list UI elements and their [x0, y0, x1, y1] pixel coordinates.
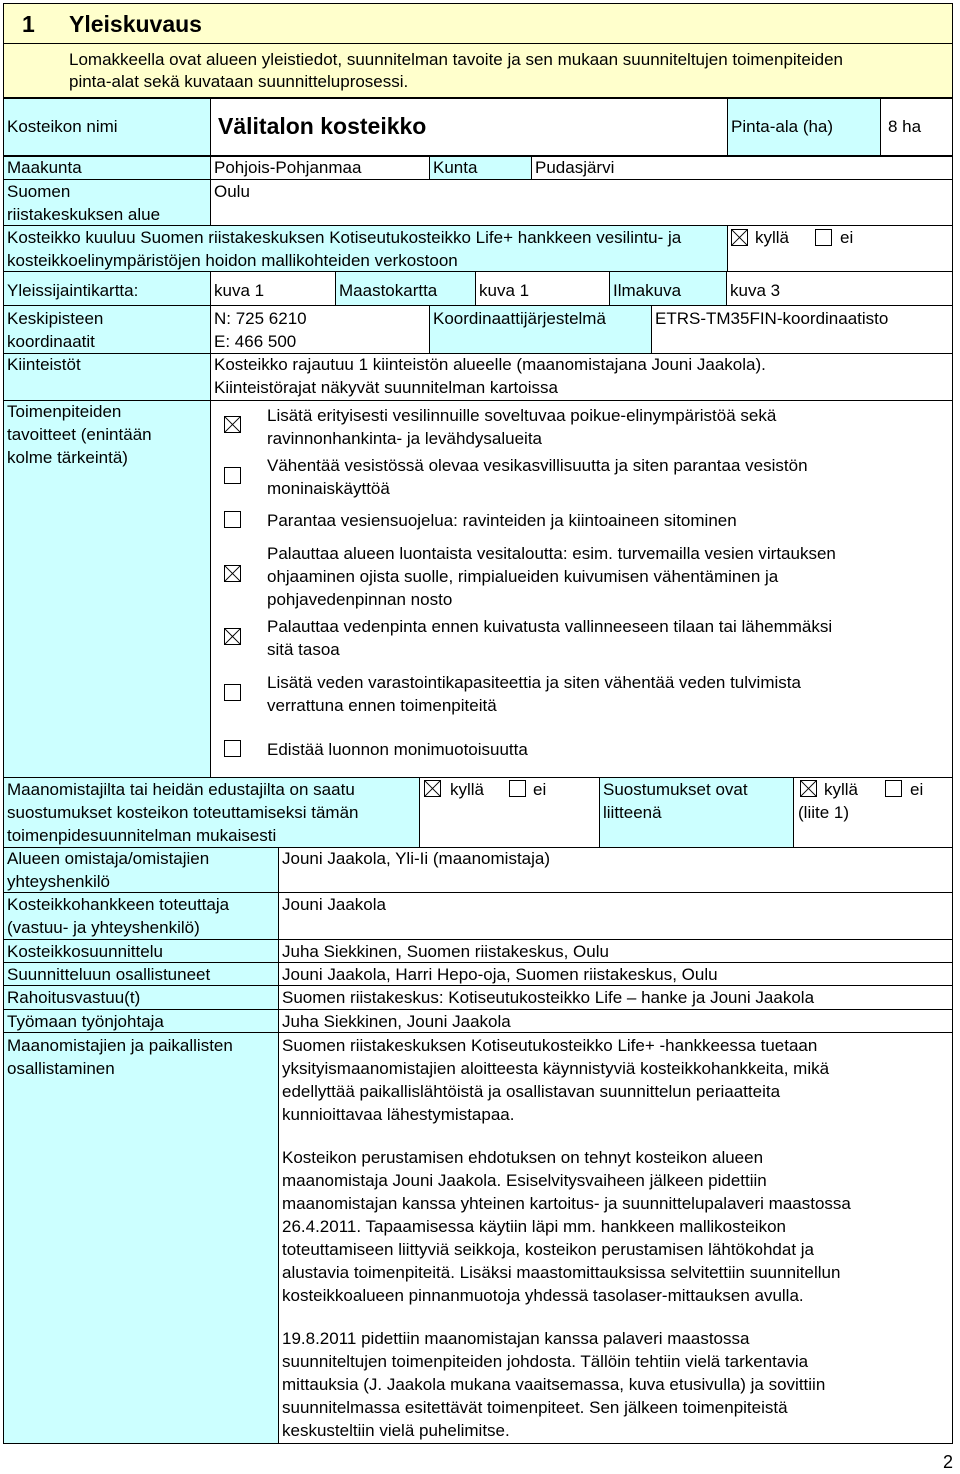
goal-checkbox[interactable] — [224, 416, 241, 433]
people-value: Jouni Jaakola, Harri Hepo-oja, Suomen riistakeskus, Oulu — [282, 965, 718, 984]
people-value: Suomen riistakeskus: Kotiseutukosteikko Life – hanke ja Jouni Jaakola — [282, 988, 815, 1007]
area-value: 8 ha — [888, 117, 922, 136]
aerial-value: kuva 3 — [730, 281, 781, 300]
participation-label: Maanomistajien ja paikallisten osallistaminen — [7, 1036, 233, 1078]
goal-text: Edistää luonnon monimuotoisuutta — [267, 740, 528, 759]
people-value: Jouni Jaakola, Yli-Ii (maanomistaja) — [282, 849, 551, 868]
goal-text: Palauttaa vedenpinta ennen kuivatusta vallinneeseen tilaan tai lähemmäksi sitä tasoa — [267, 617, 833, 659]
network-no-checkbox[interactable] — [815, 229, 832, 246]
people-label: Kosteikkohankkeen toteuttaja (vastuu- ja yhteyshenkilö) — [7, 895, 230, 937]
people-label: Alueen omistaja/omistajien yhteyshenkilö — [7, 849, 210, 891]
game-center-label: Suomen riistakeskuksen alue — [7, 182, 161, 224]
goal-checkbox[interactable] — [224, 467, 241, 484]
goal-text: Vähentää vesistössä olevaa vesikasvillisuutta ja siten parantaa vesistön moninaiskäyttöä — [267, 456, 808, 498]
property-label: Kiinteistöt — [7, 355, 81, 374]
terrain-map-value: kuva 1 — [479, 281, 530, 300]
people-label: Työmaan työnjohtaja — [7, 1012, 164, 1031]
people-value: Jouni Jaakola — [282, 895, 386, 914]
consent-label: Maanomistajilta tai heidän edustajilta on saatu suostumukset kosteikon toteuttamiseksi tämän toimenpidesuunnitelman mukaisesti — [7, 780, 359, 845]
crs-label: Koordinaattijärjestelmä — [433, 309, 606, 328]
consent-no-checkbox[interactable] — [509, 780, 526, 797]
section-number: 1 — [22, 11, 35, 37]
crs-value: ETRS-TM35FIN-koordinaatisto — [655, 309, 889, 328]
consent-yes-label: kyllä — [450, 780, 485, 799]
region-value: Pohjois-Pohjanmaa — [214, 158, 362, 177]
coords-value: N: 725 6210 E: 466 500 — [214, 309, 307, 351]
attached-note: (liite 1) — [798, 803, 850, 822]
municipality-value: Pudasjärvi — [535, 158, 615, 177]
attached-no-label: ei — [910, 780, 924, 799]
aerial-label: Ilmakuva — [613, 281, 682, 300]
goal-text: Lisätä veden varastointikapasiteettia ja siten vähentää veden tulvimista verrattuna ennen toimenpiteitä — [267, 673, 801, 715]
area-label: Pinta-ala (ha) — [731, 117, 834, 136]
attached-label: Suostumukset ovat liitteenä — [603, 780, 748, 822]
property-value: Kosteikko rajautuu 1 kiinteistön alueelle (maanomistajana Jouni Jaakola). Kiinteistörajat näkyvät suunnitelman kartoissa — [214, 355, 766, 397]
site-name: Välitalon kosteikko — [218, 113, 427, 139]
participation-paragraph: Suomen riistakeskuksen Kotiseutukosteikko Life+ -hankkeessa tuetaan yksityismaanomistajien aloitteesta käynnistyviä kosteikkohankkeita, mikä edellyttää paikallislähtöistä ja osallistavan suunnittelun periaatteita kunnioittavaa lähestymistapaa. — [282, 1036, 830, 1124]
consent-no-label: ei — [533, 780, 547, 799]
municipality-label: Kunta — [433, 158, 478, 177]
participation-paragraph: Kosteikon perustamisen ehdotuksen on tehnyt kosteikon alueen maanomistaja Jouni Jaakola. Esiselvitysvaiheen jälkeen pidettiin maanomistajan kanssa yhteinen kartoitus- ja suunnittelupalaveri maastossa 26.4.2011. Tapaamisessa käytiin läpi mm. hankkeen mallikosteikon toteuttamiseen liittyviä seikkoja, kosteikon perustamisen lähtökohdat ja alustavia toimenpiteitä. Lisäksi maastomittauksissa selvitettiin suunnitellun kosteikkoalueen pinnanmuotoja yhdessä tasolaser-mittauksen avulla. — [282, 1148, 851, 1305]
page-number: 2 — [943, 1452, 954, 1472]
goal-text: Palauttaa alueen luontaista vesitaloutta: esim. turvemailla vesien virtauksen ohjaaminen ojista suolle, rimpialueiden kuivumisen vähentäminen ja pohjavedenpinnan nosto — [267, 544, 836, 609]
coords-label: Keskipisteen koordinaatit — [7, 309, 104, 351]
site-name-label: Kosteikon nimi — [7, 117, 118, 136]
overview-map-value: kuva 1 — [214, 281, 265, 300]
goal-text: Lisätä erityisesti vesilinnuille soveltuvaa poikue-elinympäristöä sekä ravinnonhankinta- ja levähdysalueita — [267, 406, 777, 448]
overview-map-label: Yleissijaintikartta: — [7, 281, 139, 300]
attached-yes-label: kyllä — [824, 780, 859, 799]
goal-checkbox[interactable] — [224, 565, 241, 582]
network-yes-label: kyllä — [755, 228, 790, 247]
people-value: Juha Siekkinen, Jouni Jaakola — [282, 1012, 511, 1031]
goals-label: Toimenpiteiden tavoitteet (enintään kolme tärkeintä) — [7, 402, 152, 467]
goal-text: Parantaa vesiensuojelua: ravinteiden ja kiintoaineen sitominen — [267, 511, 737, 530]
attached-yes-checkbox[interactable] — [800, 780, 817, 797]
goal-checkbox[interactable] — [224, 740, 241, 757]
goal-checkbox[interactable] — [224, 684, 241, 701]
network-label: Kosteikko kuuluu Suomen riistakeskuksen Kotiseutukosteikko Life+ hankkeen vesilintu- ja kosteikkoelinympäristöjen hoidon mallikohteiden verkostoon — [7, 228, 682, 270]
terrain-map-label: Maastokartta — [339, 281, 438, 300]
people-label: Suunnitteluun osallistuneet — [7, 965, 211, 984]
people-value: Juha Siekkinen, Suomen riistakeskus, Oulu — [282, 942, 609, 961]
people-label: Kosteikkosuunnittelu — [7, 942, 163, 961]
region-label: Maakunta — [7, 158, 82, 177]
people-label: Rahoitusvastuu(t) — [7, 988, 141, 1007]
section-title: Yleiskuvaus — [69, 11, 202, 37]
attached-no-checkbox[interactable] — [885, 780, 902, 797]
goal-checkbox[interactable] — [224, 628, 241, 645]
goal-checkbox[interactable] — [224, 511, 241, 528]
network-yes-checkbox[interactable] — [731, 229, 748, 246]
consent-yes-checkbox[interactable] — [424, 780, 441, 797]
section-intro: Lomakkeella ovat alueen yleistiedot, suunnitelman tavoite ja sen mukaan suunniteltujen toimenpiteiden pinta-alat sekä kuvataan suunnitteluprosessi. — [69, 50, 843, 91]
participation-paragraph: 19.8.2011 pidettiin maanomistajan kanssa palaveri maastossa suunniteltujen toimenpiteiden johdosta. Tällöin tehtiin vielä tarkentavia mittauksia (J. Jaakola mukana vaaitsemassa, kuva etusivulla) ja sovittiin suunnitelmassa esitettävät toimenpiteet. Sen jälkeen toimenpiteistä keskusteltiin vielä puhelimitse. — [282, 1329, 826, 1440]
game-center-value: Oulu — [214, 182, 250, 201]
network-no-label: ei — [840, 228, 854, 247]
